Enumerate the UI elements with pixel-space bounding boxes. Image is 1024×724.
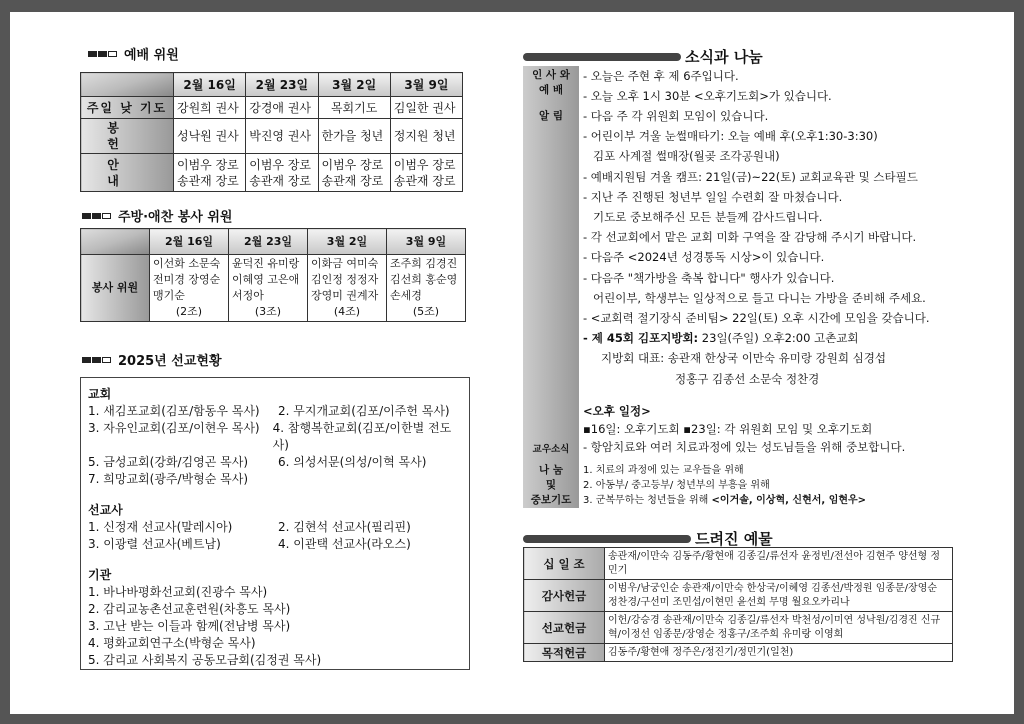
table-cell: 강경애 권사 [246,97,318,119]
date-header: 3월 2일 [318,73,390,97]
offering-names: 이범우/남궁인순 송관재/이만숙 한상국/이혜영 김종선/박정원 임종문/장영순 정찬경/구선미 조민섭/이현민 윤선희 무명 월요오카리나 [605,580,953,612]
list-item: 3. 이광렬 선교사(베트남) 4. 이관택 선교사(라오스) [88,537,411,551]
row-label: 봉사 위원 [81,255,150,322]
list-item: 5. 금성교회(강화/김영곤 목사) 6. 의성서문(의성/이혁 목사) [88,455,427,469]
kitchen-section-title [82,206,232,225]
offering-names: 송관재/이만숙 김동주/황현애 김종길/류선자 윤정빈/전선아 김현주 양선형 정민기 [605,548,953,580]
offering-label: 목적헌금 [524,644,605,662]
news-line: - 예배지원팀 겨울 캠프: 21일(금)~22(토) 교회교육관 및 스타필드 [583,169,918,184]
table-cell: 이범우 장로 송관재 장로 [390,154,462,192]
offering-title: 드려진 예물 [695,530,773,548]
news-line: 3. 군복무하는 청년들을 위해 <이거솔, 이상혁, 신현서, 임현우> [583,495,867,507]
news-line: - 지난 주 진행된 청년부 일일 수련회 잘 마쳤습니다. [583,189,843,204]
offering-section-title [523,528,773,549]
greeting-label: 인 사 와 예 배 [523,66,579,106]
date-header: 3월 9일 [390,73,462,97]
table-cell: 조주희 김경진 김선희 홍순영 손세경 (5조) [387,255,466,322]
news-title: 소식과 나눔 [685,48,763,66]
kitchen-title: 주방·애찬 봉사 위원 [118,210,233,225]
corner-cell [81,73,174,97]
corner-cell [81,229,150,255]
date-header: 2월 23일 [229,229,308,255]
list-item: 3. 자유인교회(김포/이현우 목사) 4. 참행복한교회(김포/이한별 전도사) [88,421,452,452]
news-line: - 다음 주 각 위원회 모임이 있습니다. [583,109,769,123]
org-heading: 기관 [88,568,112,582]
news-line: 정홍구 김종선 소문숙 정찬경 [675,371,820,386]
news-line: <오후 일정> [583,403,651,418]
news-line: ▪16일: 오후기도회 ▪23일: 각 위원회 모임 및 오후기도회 [583,422,873,437]
date-header: 3월 9일 [387,229,466,255]
offering-label: 감사헌금 [524,580,605,612]
table-cell: 김일한 권사 [390,97,462,119]
offering-label: 선교헌금 [524,612,605,644]
table-cell: 목회기도 [318,97,390,119]
offering-label: 십 일 조 [524,548,605,580]
pray-label: 교우소식 [523,437,579,463]
news-line: - 오늘 오후 1시 30분 <오후기도회>가 있습니다. [583,89,832,104]
news-line: - 다음주 "책가방을 축복 합니다" 행사가 있습니다. [583,270,835,285]
date-header: 3월 2일 [308,229,387,255]
news-line: - 각 선교회에서 맡은 교회 미화 구역을 잘 감당해 주시기 바랍니다. [583,230,917,245]
worship-title: 예배 위원 [124,48,179,63]
row-label: 안 내 [81,154,174,192]
worship-table [80,72,463,192]
table-cell: 이선화 소문숙 전미경 장영순 맹기순 (2조) [150,255,229,322]
news-line: - 항암치료와 여러 치료과정에 있는 성도님들을 위해 중보합니다. [583,440,906,455]
news-line: - 어린이부 겨울 눈썰매타기: 오늘 예배 후(오후1:30-3:30) [583,129,878,144]
table-cell: 강원희 권사 [174,97,246,119]
date-header: 2월 16일 [150,229,229,255]
worship-section-title [88,44,179,63]
news-line: 김포 사계절 썰매장(월곶 조각공원내) [593,149,780,164]
news-block [523,66,973,508]
news-line: 지방회 대표: 송관재 한상국 이만숙 유미랑 강원희 심경섭 [601,351,886,366]
list-item: 1. 새김포교회(김포/함동우 목사) 2. 무지개교회(김포/이주헌 목사) [88,404,450,418]
title-bar [523,53,681,61]
news-section-title [523,46,763,67]
news-line: 2. 아동부/ 중고등부/ 청년부의 부흥을 위해 [583,480,770,492]
share-label: 나 눔 및 중보기도 [523,463,579,508]
list-item: 1. 신정재 선교사(말레시아) 2. 김현석 선교사(필리핀) [88,520,411,534]
mission-title: 2025년 선교현황 [118,354,222,369]
news-line: 기도로 중보해주신 모든 분들께 감사드립니다. [593,210,823,225]
offering-table [523,547,953,662]
list-item: 2. 감리교농촌선교훈련원(차흥도 목사) [88,602,291,616]
news-line: - 다음주 <2024년 성경통독 시상>이 있습니다. [583,250,825,265]
date-header: 2월 16일 [174,73,246,97]
table-cell: 정지원 청년 [390,119,462,154]
list-item: 3. 고난 받는 이들과 함께(전남병 목사) [88,619,291,633]
date-header: 2월 23일 [246,73,318,97]
table-cell: 이범우 장로 송관재 장로 [246,154,318,192]
church-heading: 교회 [88,387,112,401]
list-item: 1. 바나바평화선교회(진광수 목사) [88,585,268,599]
missionary-heading: 선교사 [88,503,123,517]
offering-names: 이헌/강승경 송관재/이만숙 김종길/류선자 박천성/이미연 성낙원/김경진 신규혁/이정선 임종문/장영순 정홍구/조주희 유미랑 이영희 [605,612,953,644]
table-cell: 성낙원 권사 [174,119,246,154]
offering-names: 김동주/황현애 정주은/정진기/정민기(일천) [605,644,953,662]
table-cell: 이범우 장로 송관재 장로 [318,154,390,192]
news-line: - 제 45회 김포지방회: 23일(주일) 오후2:00 고촌교회 [583,331,859,346]
mission-section-title [82,350,222,369]
news-line: 1. 치료의 과정에 있는 교우들을 위해 [583,465,744,477]
table-cell: 한가을 청년 [318,119,390,154]
mission-box [80,377,470,670]
news-line: - 오늘은 주현 후 제 6주입니다. [583,69,739,83]
kitchen-table [80,228,466,322]
row-label: 주일 낮 기도 [81,97,174,119]
news-line: 어린이부, 학생부는 일상적으로 들고 다니는 가방을 준비해 주세요. [593,290,926,305]
notice-label: 알 림 [523,106,579,437]
table-cell: 윤덕진 유미랑 이혜영 고은애 서정아 (3조) [229,255,308,322]
table-cell: 이범우 장로 송관재 장로 [174,154,246,192]
list-item: 7. 희망교회(광주/박형순 목사) [88,472,248,486]
row-label: 봉 헌 [81,119,174,154]
table-cell: 박진영 권사 [246,119,318,154]
list-item: 5. 감리교 사회복지 공동모금회(김정권 목사) [88,653,322,667]
news-line: - <교회력 절기장식 준비팀> 22일(토) 오후 시간에 모임을 갖습니다. [583,311,930,326]
list-item: 4. 평화교회연구소(박형순 목사) [88,636,256,650]
title-bar [523,535,691,543]
table-cell: 이화금 여미숙 김인정 정정자 장영미 권계자 (4조) [308,255,387,322]
